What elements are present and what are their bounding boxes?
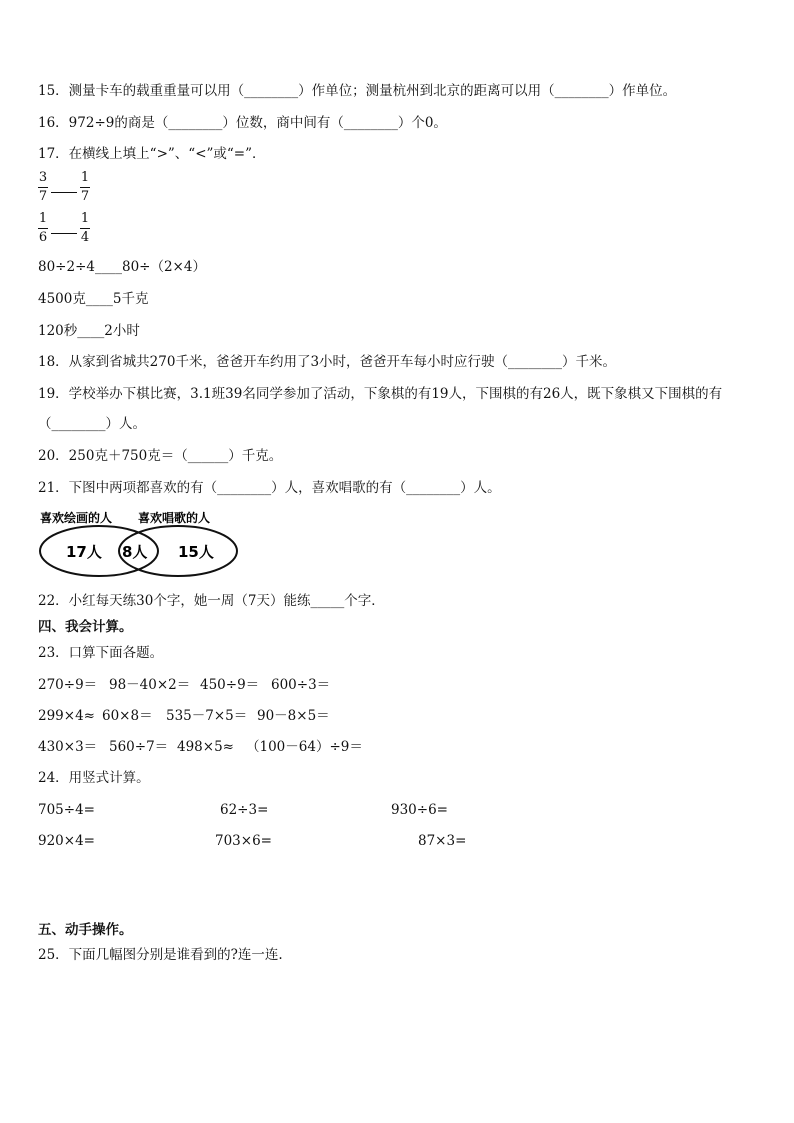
mental-math-item: 600÷3＝ bbox=[271, 677, 331, 693]
question-19-line2: （________）人。 bbox=[38, 416, 146, 432]
fraction bbox=[80, 170, 90, 205]
compare-expression-5: 120秒____2小时 bbox=[38, 323, 140, 339]
mental-math-item: 98－40×2＝ bbox=[109, 677, 191, 693]
question-22: 22．小红每天练30个字，她一周（7天）能练_____个字． bbox=[38, 593, 385, 609]
mental-math-item: 299×4≈ bbox=[38, 708, 95, 724]
fraction bbox=[80, 211, 90, 246]
mental-math-item: 535－7×5＝ bbox=[166, 708, 248, 724]
vertical-calc-item: 930÷6= bbox=[391, 802, 448, 818]
fraction bbox=[38, 170, 48, 205]
section-5-heading: 五、动手操作。 bbox=[38, 922, 133, 938]
question-25: 25．下面几幅图分别是谁看到的?连一连. bbox=[38, 947, 283, 963]
question-20: 20．250克＋750克＝（______）千克。 bbox=[38, 448, 283, 464]
venn-right-only: 15人 bbox=[178, 543, 214, 561]
question-24: 24．用竖式计算。 bbox=[38, 770, 150, 786]
section-4-heading: 四、我会计算。 bbox=[38, 619, 133, 635]
question-19-line1: 19．学校举办下棋比赛，3.1班39名同学参加了活动，下象棋的有19人，下围棋的有26人，既下象棋又下围棋的有 bbox=[38, 386, 723, 402]
mental-math-item: 270÷9＝ bbox=[38, 677, 98, 693]
compare-expression-3: 80÷2÷4____80÷（2×4） bbox=[38, 259, 206, 275]
answer-blank[interactable] bbox=[51, 182, 77, 193]
vertical-calc-item: 87×3= bbox=[418, 833, 467, 849]
mental-math-item: （100－64）÷9＝ bbox=[246, 739, 363, 755]
numerator: 1 bbox=[38, 211, 48, 226]
venn-label-left: 喜欢绘画的人 bbox=[40, 511, 113, 525]
question-18: 18．从家到省城共270千米，爸爸开车约用了3小时，爸爸开车每小时应行驶（________）千米。 bbox=[38, 354, 617, 370]
denominator: 7 bbox=[80, 189, 90, 204]
question-21: 21．下图中两项都喜欢的有（________）人，喜欢唱歌的有（________）人。 bbox=[38, 480, 501, 496]
compare-expression-4: 4500克____5千克 bbox=[38, 291, 149, 307]
question-17: 17．在横线上填上“>”、“<”或“=”． bbox=[38, 146, 266, 162]
question-16: 16．972÷9的商是（________）位数，商中间有（________）个0。 bbox=[38, 115, 447, 131]
fraction-compare-2 bbox=[38, 211, 90, 246]
venn-left-only: 17人 bbox=[66, 543, 102, 561]
question-15: 15．测量卡车的载重重量可以用（________）作单位；测量杭州到北京的距离可以用（________）作单位。 bbox=[38, 83, 677, 99]
vertical-calc-item: 703×6= bbox=[215, 833, 272, 849]
mental-math-item: 90－8×5＝ bbox=[257, 708, 330, 724]
numerator: 1 bbox=[80, 211, 90, 226]
mental-math-item: 430×3＝ bbox=[38, 739, 98, 755]
question-23: 23．口算下面各题。 bbox=[38, 645, 164, 661]
numerator: 3 bbox=[38, 170, 48, 185]
venn-both: 8人 bbox=[122, 543, 148, 561]
numerator: 1 bbox=[80, 170, 90, 185]
mental-math-item: 450÷9＝ bbox=[200, 677, 260, 693]
mental-math-item: 560÷7＝ bbox=[109, 739, 169, 755]
venn-label-right: 喜欢唱歌的人 bbox=[138, 511, 211, 525]
denominator: 7 bbox=[38, 189, 48, 204]
vertical-calc-item: 920×4= bbox=[38, 833, 95, 849]
mental-math-item: 60×8＝ bbox=[102, 708, 153, 724]
fraction-compare-1 bbox=[38, 170, 90, 205]
denominator: 4 bbox=[80, 230, 90, 245]
mental-math-item: 498×5≈ bbox=[177, 739, 234, 755]
vertical-calc-item: 62÷3= bbox=[220, 802, 269, 818]
vertical-calc-item: 705÷4= bbox=[38, 802, 95, 818]
fraction bbox=[38, 211, 48, 246]
answer-blank[interactable] bbox=[51, 223, 77, 234]
venn-diagram bbox=[36, 507, 246, 582]
denominator: 6 bbox=[38, 230, 48, 245]
